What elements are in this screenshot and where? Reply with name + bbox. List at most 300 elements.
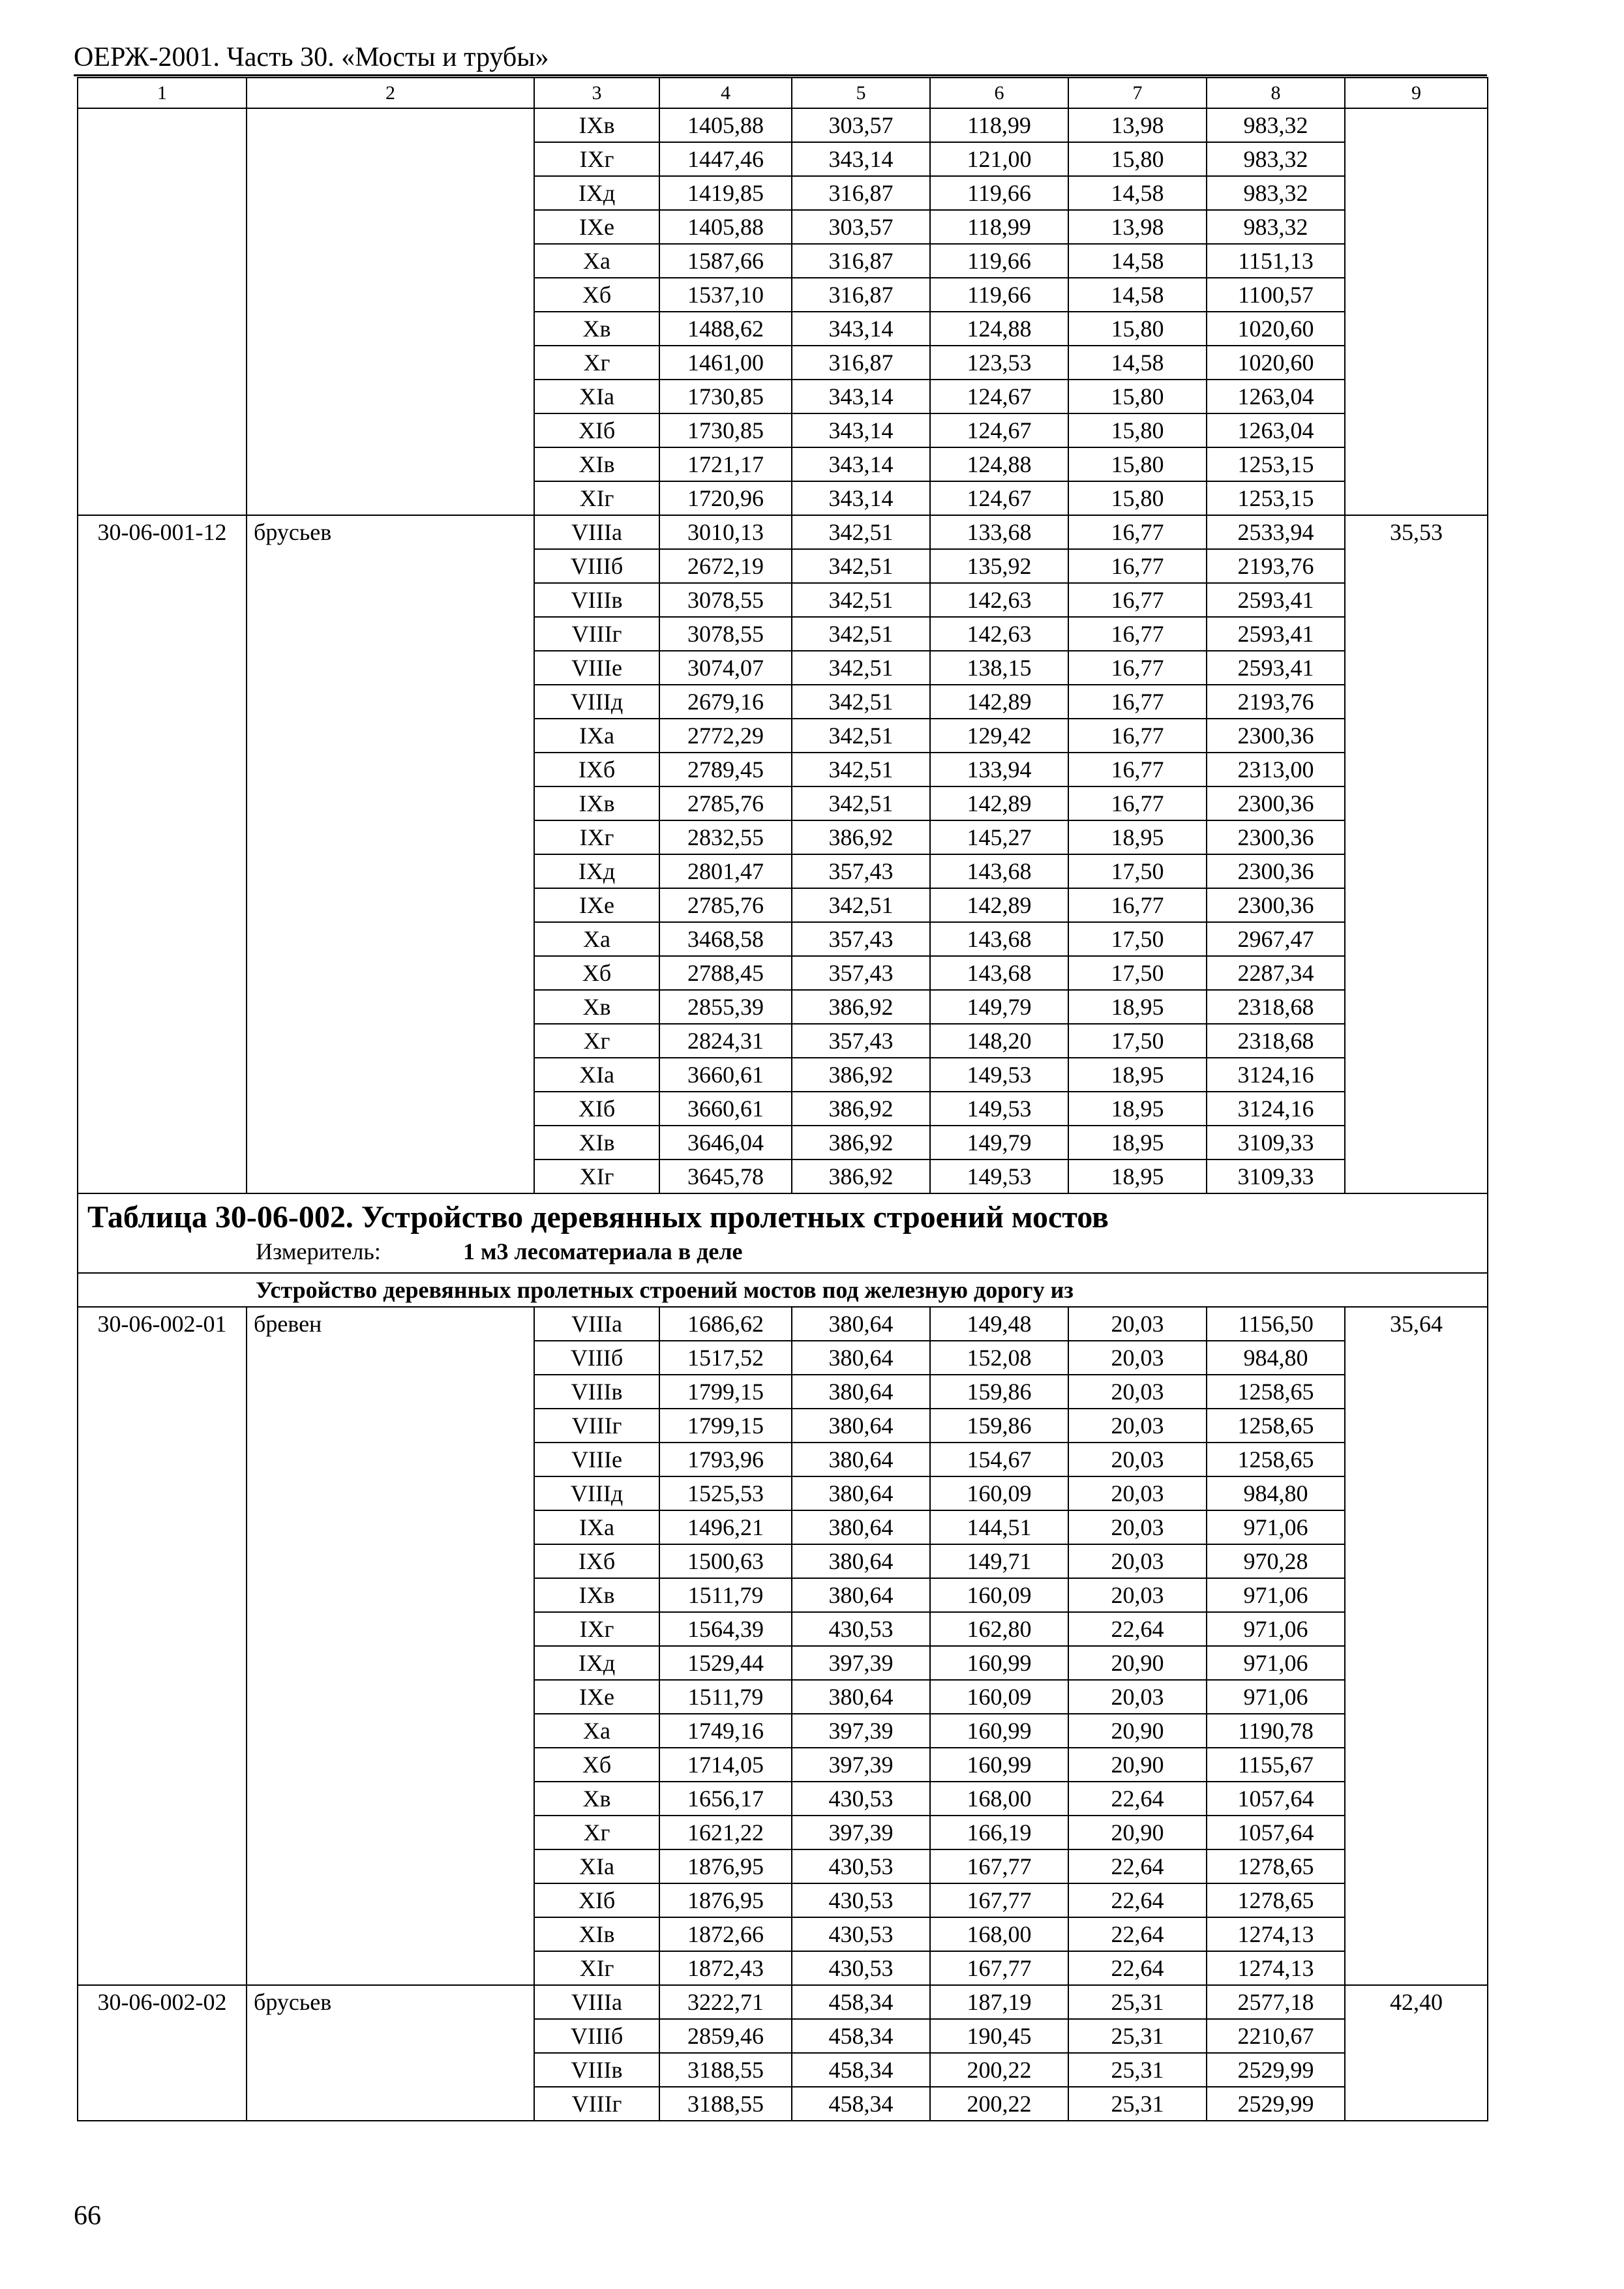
rates-table [77,77,1488,2121]
value-cell: 2859,46 [659,2019,792,2053]
value-cell: 430,53 [792,1612,930,1646]
value-cell: 983,32 [1207,142,1345,176]
column-number: 4 [659,78,792,108]
category-cell: VIIIe [534,651,659,685]
value-cell: 22,64 [1068,1782,1207,1816]
section-heading: Устройство деревянных пролетных строений мостов под железную дорогу из [256,1277,1074,1303]
value-cell: 168,00 [930,1917,1068,1951]
meter-line [78,1237,1487,1266]
value-cell: 971,06 [1207,1578,1345,1612]
value-cell: 15,80 [1068,312,1207,346]
meter-label: Измеритель: [256,1238,381,1264]
value-cell: 149,53 [930,1058,1068,1092]
value-cell: 1057,64 [1207,1782,1345,1816]
category-cell: VIIIг [534,617,659,651]
category-cell: Xв [534,312,659,346]
value-cell: 200,22 [930,2053,1068,2087]
value-cell: 118,99 [930,210,1068,244]
value-cell: 2785,76 [659,786,792,820]
value-cell: 3660,61 [659,1058,792,1092]
category-cell: IXб [534,753,659,786]
value-cell: 2967,47 [1207,922,1345,956]
value-cell: 342,51 [792,786,930,820]
value-cell: 160,09 [930,1680,1068,1714]
value-cell: 1793,96 [659,1443,792,1476]
table-row [78,1307,1488,1341]
page-number: 66 [74,2201,101,2231]
category-cell: XIб [534,413,659,447]
category-cell: VIIIд [534,685,659,719]
value-cell: 144,51 [930,1510,1068,1544]
value-cell: 3078,55 [659,583,792,617]
value-cell: 1419,85 [659,176,792,210]
value-cell: 121,00 [930,142,1068,176]
value-cell: 18,95 [1068,1058,1207,1092]
category-cell: IXг [534,820,659,854]
value-cell: 1799,15 [659,1375,792,1409]
value-cell: 3468,58 [659,922,792,956]
col9-value: 42,40 [1345,1985,1488,2121]
value-cell: 18,95 [1068,1092,1207,1126]
value-cell: 3222,71 [659,1985,792,2019]
value-cell: 20,03 [1068,1307,1207,1341]
value-cell: 343,14 [792,380,930,413]
value-cell: 2679,16 [659,685,792,719]
value-cell: 168,00 [930,1782,1068,1816]
column-number: 8 [1207,78,1345,108]
category-cell: IXв [534,108,659,142]
value-cell: 342,51 [792,685,930,719]
category-cell: Xa [534,1714,659,1748]
column-number: 9 [1345,78,1488,108]
value-cell: 458,34 [792,2019,930,2053]
value-cell: 20,90 [1068,1714,1207,1748]
value-cell: 142,63 [930,583,1068,617]
value-cell: 2300,36 [1207,719,1345,753]
value-cell: 1525,53 [659,1476,792,1510]
table-row [78,1985,1488,2019]
value-cell: 16,77 [1068,617,1207,651]
value-cell: 20,03 [1068,1409,1207,1443]
value-cell: 18,95 [1068,990,1207,1024]
value-cell: 142,89 [930,888,1068,922]
category-cell: VIIIг [534,1409,659,1443]
value-cell: 1156,50 [1207,1307,1345,1341]
col9-value [1345,108,1488,515]
value-cell: 160,99 [930,1646,1068,1680]
value-cell: 2533,94 [1207,515,1345,549]
table-row [78,108,1488,142]
value-cell: 1020,60 [1207,346,1345,380]
value-cell: 1274,13 [1207,1917,1345,1951]
value-cell: 1529,44 [659,1646,792,1680]
value-cell: 119,66 [930,244,1068,278]
value-cell: 984,80 [1207,1341,1345,1375]
value-cell: 397,39 [792,1714,930,1748]
value-cell: 25,31 [1068,1985,1207,2019]
value-cell: 2801,47 [659,854,792,888]
value-cell: 1020,60 [1207,312,1345,346]
value-cell: 187,19 [930,1985,1068,2019]
value-cell: 16,77 [1068,549,1207,583]
rate-name: бревен [247,1307,534,1985]
value-cell: 16,77 [1068,515,1207,549]
value-cell: 386,92 [792,820,930,854]
category-cell: VIIIб [534,549,659,583]
value-cell: 2529,99 [1207,2087,1345,2121]
category-cell: Xa [534,244,659,278]
category-cell: Xa [534,922,659,956]
category-cell: IXб [534,1544,659,1578]
value-cell: 20,90 [1068,1748,1207,1782]
value-cell: 17,50 [1068,1024,1207,1058]
value-cell: 2832,55 [659,820,792,854]
category-cell: XIa [534,1058,659,1092]
value-cell: 458,34 [792,2087,930,2121]
category-cell: VIIIв [534,2053,659,2087]
value-cell: 2529,99 [1207,2053,1345,2087]
value-cell: 20,03 [1068,1341,1207,1375]
value-cell: 15,80 [1068,447,1207,481]
value-cell: 1405,88 [659,108,792,142]
value-cell: 343,14 [792,447,930,481]
value-cell: 1278,65 [1207,1849,1345,1883]
value-cell: 1621,22 [659,1816,792,1849]
value-cell: 17,50 [1068,922,1207,956]
value-cell: 1100,57 [1207,278,1345,312]
value-cell: 2210,67 [1207,2019,1345,2053]
value-cell: 149,79 [930,990,1068,1024]
category-cell: XIa [534,380,659,413]
value-cell: 380,64 [792,1443,930,1476]
value-cell: 1714,05 [659,1748,792,1782]
value-cell: 13,98 [1068,210,1207,244]
value-cell: 357,43 [792,854,930,888]
category-cell: IXг [534,1612,659,1646]
value-cell: 380,64 [792,1375,930,1409]
value-cell: 342,51 [792,651,930,685]
category-cell: VIIIa [534,515,659,549]
column-number: 6 [930,78,1068,108]
table-title-row [78,1193,1488,1273]
value-cell: 25,31 [1068,2087,1207,2121]
value-cell: 124,67 [930,481,1068,515]
value-cell: 380,64 [792,1680,930,1714]
value-cell: 316,87 [792,244,930,278]
category-cell: IXa [534,719,659,753]
meter-value: 1 м3 лесоматериала в деле [463,1238,743,1264]
value-cell: 1730,85 [659,380,792,413]
value-cell: 22,64 [1068,1849,1207,1883]
value-cell: 1253,15 [1207,481,1345,515]
value-cell: 343,14 [792,481,930,515]
value-cell: 343,14 [792,413,930,447]
value-cell: 149,71 [930,1544,1068,1578]
value-cell: 160,09 [930,1476,1068,1510]
value-cell: 190,45 [930,2019,1068,2053]
category-cell: VIIIa [534,1985,659,2019]
value-cell: 16,77 [1068,719,1207,753]
value-cell: 138,15 [930,651,1068,685]
value-cell: 142,89 [930,685,1068,719]
value-cell: 149,48 [930,1307,1068,1341]
value-cell: 149,79 [930,1126,1068,1159]
category-cell: VIIIб [534,2019,659,2053]
value-cell: 3124,16 [1207,1092,1345,1126]
category-cell: IXв [534,1578,659,1612]
value-cell: 380,64 [792,1578,930,1612]
value-cell: 15,80 [1068,413,1207,447]
value-cell: 20,03 [1068,1375,1207,1409]
value-cell: 397,39 [792,1816,930,1849]
value-cell: 1720,96 [659,481,792,515]
value-cell: 386,92 [792,990,930,1024]
category-cell: IXa [534,1510,659,1544]
value-cell: 1872,43 [659,1951,792,1985]
category-cell: IXв [534,786,659,820]
col9-value: 35,53 [1345,515,1488,1193]
value-cell: 380,64 [792,1341,930,1375]
table-row [78,515,1488,549]
value-cell: 167,77 [930,1951,1068,1985]
value-cell: 3646,04 [659,1126,792,1159]
value-cell: 971,06 [1207,1612,1345,1646]
value-cell: 2593,41 [1207,617,1345,651]
value-cell: 984,80 [1207,1476,1345,1510]
value-cell: 14,58 [1068,278,1207,312]
value-cell: 25,31 [1068,2019,1207,2053]
rate-code: 30-06-001-12 [78,515,247,1193]
value-cell: 342,51 [792,719,930,753]
value-cell: 1263,04 [1207,413,1345,447]
value-cell: 303,57 [792,210,930,244]
column-number: 2 [247,78,534,108]
value-cell: 1511,79 [659,1578,792,1612]
category-cell: XIв [534,447,659,481]
value-cell: 119,66 [930,278,1068,312]
value-cell: 3109,33 [1207,1126,1345,1159]
value-cell: 971,06 [1207,1646,1345,1680]
value-cell: 970,28 [1207,1544,1345,1578]
value-cell: 162,80 [930,1612,1068,1646]
value-cell: 303,57 [792,108,930,142]
value-cell: 124,67 [930,380,1068,413]
value-cell: 20,90 [1068,1816,1207,1849]
value-cell: 159,86 [930,1375,1068,1409]
value-cell: 357,43 [792,956,930,990]
category-cell: Xв [534,990,659,1024]
value-cell: 149,53 [930,1092,1068,1126]
value-cell: 148,20 [930,1024,1068,1058]
header-rule [74,74,1487,76]
category-cell: IXд [534,854,659,888]
column-number: 1 [78,78,247,108]
value-cell: 1686,62 [659,1307,792,1341]
value-cell: 167,77 [930,1883,1068,1917]
value-cell: 20,03 [1068,1510,1207,1544]
value-cell: 20,03 [1068,1443,1207,1476]
value-cell: 16,77 [1068,888,1207,922]
value-cell: 15,80 [1068,142,1207,176]
value-cell: 3109,33 [1207,1159,1345,1193]
category-cell: XIг [534,1951,659,1985]
value-cell: 118,99 [930,108,1068,142]
category-cell: VIIIб [534,1341,659,1375]
value-cell: 3124,16 [1207,1058,1345,1092]
value-cell: 1190,78 [1207,1714,1345,1748]
value-cell: 380,64 [792,1476,930,1510]
value-cell: 1876,95 [659,1883,792,1917]
value-cell: 3188,55 [659,2053,792,2087]
value-cell: 200,22 [930,2087,1068,2121]
category-cell: XIг [534,481,659,515]
value-cell: 143,68 [930,922,1068,956]
value-cell: 2300,36 [1207,820,1345,854]
value-cell: 16,77 [1068,651,1207,685]
rate-code: 30-06-002-01 [78,1307,247,1985]
value-cell: 380,64 [792,1307,930,1341]
category-cell: XIб [534,1092,659,1126]
section-heading-cell [78,1273,1488,1307]
value-cell: 1721,17 [659,447,792,481]
value-cell: 430,53 [792,1951,930,1985]
value-cell: 983,32 [1207,176,1345,210]
col9-value: 35,64 [1345,1307,1488,1985]
value-cell: 2593,41 [1207,651,1345,685]
value-cell: 135,92 [930,549,1068,583]
category-cell: XIг [534,1159,659,1193]
value-cell: 129,42 [930,719,1068,753]
value-cell: 20,03 [1068,1578,1207,1612]
category-cell: XIв [534,1126,659,1159]
value-cell: 25,31 [1068,2053,1207,2087]
value-cell: 1278,65 [1207,1883,1345,1917]
value-cell: 386,92 [792,1126,930,1159]
value-cell: 160,99 [930,1714,1068,1748]
value-cell: 22,64 [1068,1917,1207,1951]
value-cell: 2672,19 [659,549,792,583]
value-cell: 971,06 [1207,1510,1345,1544]
value-cell: 2789,45 [659,753,792,786]
value-cell: 1405,88 [659,210,792,244]
value-cell: 1253,15 [1207,447,1345,481]
category-cell: Xг [534,346,659,380]
value-cell: 3660,61 [659,1092,792,1126]
value-cell: 397,39 [792,1748,930,1782]
value-cell: 2824,31 [659,1024,792,1058]
value-cell: 18,95 [1068,1126,1207,1159]
value-cell: 2855,39 [659,990,792,1024]
category-cell: VIIIв [534,1375,659,1409]
category-cell: Xг [534,1024,659,1058]
rate-code: 30-06-002-02 [78,1985,247,2121]
value-cell: 983,32 [1207,108,1345,142]
category-cell: VIIIe [534,1443,659,1476]
value-cell: 380,64 [792,1510,930,1544]
value-cell: 149,53 [930,1159,1068,1193]
category-cell: VIIIa [534,1307,659,1341]
value-cell: 1258,65 [1207,1409,1345,1443]
value-cell: 2318,68 [1207,1024,1345,1058]
value-cell: 119,66 [930,176,1068,210]
category-cell: XIв [534,1917,659,1951]
value-cell: 1564,39 [659,1612,792,1646]
value-cell: 20,90 [1068,1646,1207,1680]
value-cell: 18,95 [1068,1159,1207,1193]
value-cell: 1511,79 [659,1680,792,1714]
value-cell: 386,92 [792,1092,930,1126]
column-number: 7 [1068,78,1207,108]
table-title-cell [78,1193,1488,1273]
value-cell: 1656,17 [659,1782,792,1816]
column-number: 3 [534,78,659,108]
value-cell: 1155,67 [1207,1748,1345,1782]
value-cell: 159,86 [930,1409,1068,1443]
value-cell: 17,50 [1068,956,1207,990]
value-cell: 2788,45 [659,956,792,990]
value-cell: 316,87 [792,176,930,210]
value-cell: 1872,66 [659,1917,792,1951]
category-cell: IXe [534,888,659,922]
value-cell: 20,03 [1068,1544,1207,1578]
value-cell: 357,43 [792,922,930,956]
table-title: Таблица 30-06-002. Устройство деревянных пролетных строений мостов [87,1200,1109,1234]
value-cell: 3074,07 [659,651,792,685]
value-cell: 342,51 [792,753,930,786]
value-cell: 16,77 [1068,786,1207,820]
value-cell: 342,51 [792,549,930,583]
value-cell: 2313,00 [1207,753,1345,786]
value-cell: 343,14 [792,312,930,346]
value-cell: 14,58 [1068,176,1207,210]
category-cell: IXe [534,210,659,244]
value-cell: 357,43 [792,1024,930,1058]
value-cell: 1537,10 [659,278,792,312]
column-number-row [78,78,1488,108]
value-cell: 15,80 [1068,481,1207,515]
category-cell: IXд [534,176,659,210]
value-cell: 3645,78 [659,1159,792,1193]
value-cell: 14,58 [1068,346,1207,380]
value-cell: 2318,68 [1207,990,1345,1024]
category-cell: XIб [534,1883,659,1917]
value-cell: 1151,13 [1207,244,1345,278]
value-cell: 430,53 [792,1849,930,1883]
value-cell: 386,92 [792,1058,930,1092]
value-cell: 13,98 [1068,108,1207,142]
value-cell: 386,92 [792,1159,930,1193]
value-cell: 342,51 [792,583,930,617]
value-cell: 380,64 [792,1409,930,1443]
value-cell: 133,68 [930,515,1068,549]
value-cell: 983,32 [1207,210,1345,244]
value-cell: 1274,13 [1207,1951,1345,1985]
value-cell: 15,80 [1068,380,1207,413]
category-cell: IXд [534,1646,659,1680]
value-cell: 20,03 [1068,1476,1207,1510]
value-cell: 458,34 [792,1985,930,2019]
category-cell: VIIIв [534,583,659,617]
category-cell: Xв [534,1782,659,1816]
value-cell: 124,88 [930,312,1068,346]
value-cell: 971,06 [1207,1680,1345,1714]
value-cell: 22,64 [1068,1883,1207,1917]
value-cell: 14,58 [1068,244,1207,278]
value-cell: 3078,55 [659,617,792,651]
value-cell: 2785,76 [659,888,792,922]
value-cell: 167,77 [930,1849,1068,1883]
category-cell: IXe [534,1680,659,1714]
